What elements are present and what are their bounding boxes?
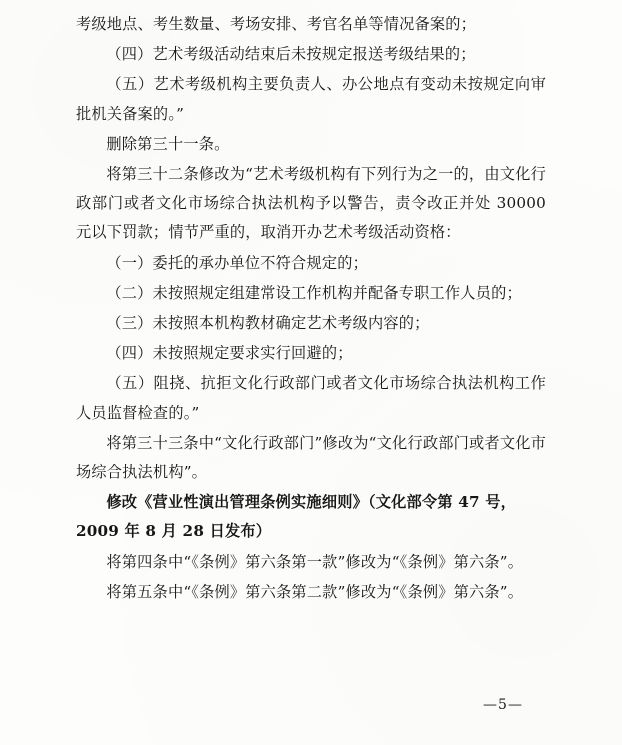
document-body	[76, 10, 546, 607]
section-heading-line-1: 修改《营业性演出管理条例实施细则》（文化部令第 47 号，	[106, 493, 516, 512]
paragraph: （二）未按照规定组建常设工作机构并配备专职工作人员的；	[106, 283, 522, 302]
paragraph: （五）阻挠、抗拒文化行政部门或者文化市场综合执法机构工作人员监督检查的。”	[76, 374, 546, 422]
paragraph: （三）未按照本机构教材确定艺术考级内容的；	[106, 314, 430, 333]
paragraph: 将第三十二条修改为“艺术考级机构有下列行为之一的，由文化行政部门或者文化市场综合执法机构予以警告，责令改正并处 30000 元以下罚款；情节严重的，取消开办艺术考级活动资格：	[76, 165, 546, 242]
paragraph: （一）委托的承办单位不符合规定的；	[106, 253, 368, 272]
page-footer	[0, 697, 622, 713]
paragraph: 将第三十三条中“文化行政部门”修改为“文化行政部门或者文化市场综合执法机构”。	[76, 433, 546, 482]
paragraph: （五）艺术考级机构主要负责人、办公地点有变动未按规定向审批机关备案的。”	[76, 75, 546, 123]
section-heading-line-2: 2009 年 8 月 28 日发布）	[76, 522, 272, 541]
paragraph: （四）艺术考级活动结束后未按规定报送考级结果的；	[106, 45, 476, 64]
paragraph: 将第四条中“《条例》第六条第一款”修改为“《条例》第六条”。	[106, 552, 524, 571]
paragraph: 删除第三十一条。	[106, 134, 230, 153]
section-heading	[76, 488, 546, 546]
page-number: —5—	[483, 697, 523, 713]
paragraph: 考级地点、考生数量、考场安排、考官名单等情况备案的；	[76, 15, 477, 33]
paragraph: 将第五条中“《条例》第六条第二款”修改为“《条例》第六条”。	[106, 582, 524, 601]
paragraph: （四）未按照规定要求实行回避的；	[106, 344, 353, 363]
